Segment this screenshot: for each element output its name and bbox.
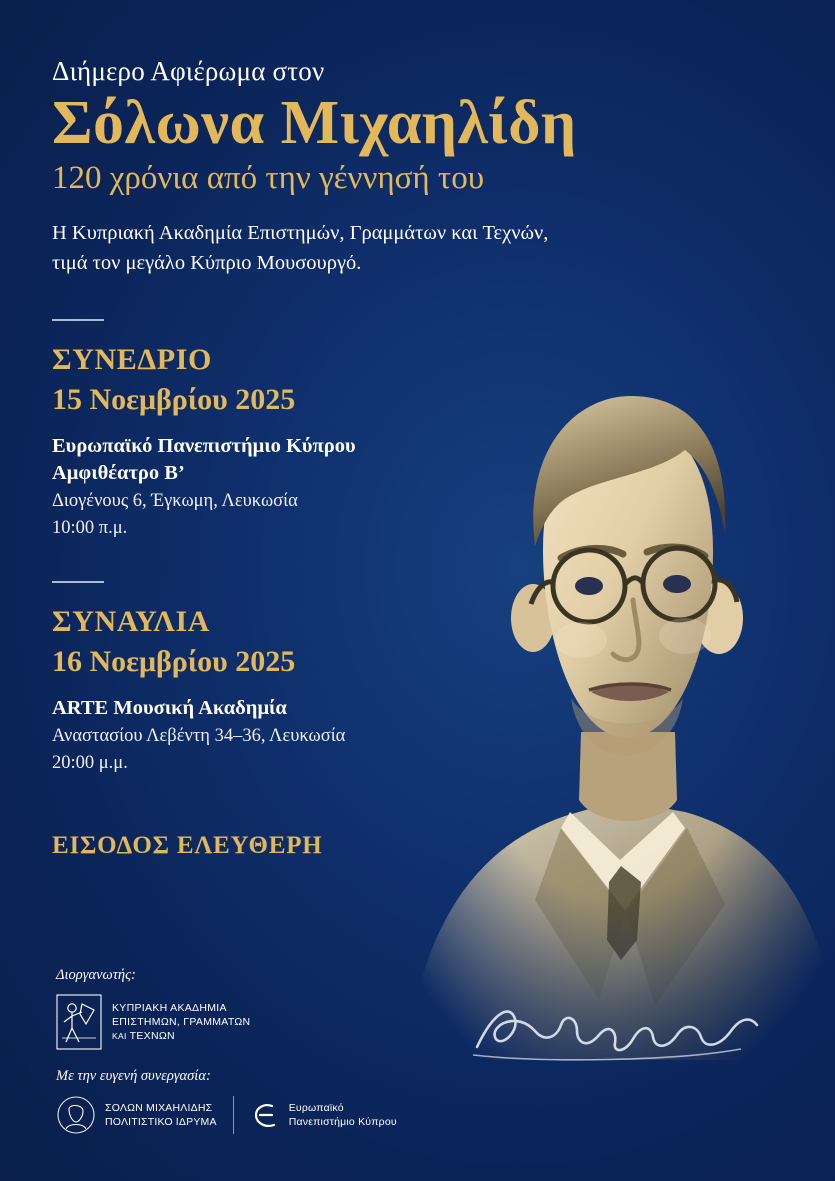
organizer-name-line-1: ΚΥΠΡΙΑΚΗ ΑΚΑΔΗΜΙΑ	[112, 1001, 227, 1014]
organizer-logo-row	[56, 994, 486, 1050]
partner-university-line-1: Ευρωπαϊκό	[288, 1101, 344, 1114]
event-time: 20:00 μ.μ.	[52, 752, 128, 773]
kicker-text: Διήμερο Αφιέρωμα στον	[52, 56, 325, 86]
organizer-name-line-3-main: ΤΕΧΝΩΝ	[129, 1030, 175, 1043]
partner-university-line-2: Πανεπιστήμιο Κύπρου	[288, 1116, 397, 1128]
organizer-name-line-2: ΕΠΙΣΤΗΜΩΝ, ΓΡΑΜΜΑΤΩΝ	[112, 1015, 251, 1028]
university-logo-icon	[250, 1100, 280, 1130]
partner-foundation-line-1: ΣΟΛΩΝ ΜΙΧΑΗΛΙΔΗΣ	[105, 1101, 213, 1114]
event-block-conference	[52, 343, 652, 541]
page-title: Σόλωνα Μιχαηλίδη	[52, 89, 577, 157]
free-entry-badge: ΕΙΣΟΔΟΣ ΕΛΕΥΘΕΡΗ	[52, 831, 323, 859]
divider-rule-1	[52, 319, 104, 321]
collaboration-label: Με την ευγενή συνεργασία:	[56, 1068, 211, 1084]
event-venue-line-1: ARTE Μουσική Ακαδημία	[52, 696, 287, 719]
event-title: ΣΥΝΑΥΛΙΑ	[52, 604, 211, 638]
partner-divider	[233, 1096, 234, 1134]
description-line-2: τιμά τον μεγάλο Κύπριο Μουσουργό.	[52, 251, 362, 274]
partner-foundation-line-2: ΠΟΛΙΤΙΣΤΙΚΟ ΙΔΡΥΜΑ	[105, 1116, 217, 1128]
partner-university	[250, 1100, 397, 1130]
event-address: Διογένους 6, Έγκωμη, Λευκωσία	[52, 490, 298, 511]
signature-mark	[465, 991, 765, 1071]
partner-university-name	[289, 1101, 397, 1129]
event-block-concert	[52, 605, 652, 776]
event-date: 16 Νοεμβρίου 2025	[52, 644, 296, 678]
partner-foundation-name	[105, 1101, 217, 1129]
event-address: Αναστασίου Λεβέντη 34–36, Λευκωσία	[52, 725, 346, 746]
subtitle-text: 120 χρόνια από την γέννησή του	[52, 160, 485, 197]
organizer-label: Διοργανωτής:	[56, 967, 136, 983]
organizer-name-line-3	[112, 1029, 250, 1043]
event-venue-line-2: Αμφιθέατρο Β’	[52, 461, 185, 484]
partner-foundation	[56, 1095, 217, 1135]
academy-emblem-icon	[56, 994, 102, 1050]
footer	[56, 967, 486, 1135]
event-date: 15 Νοεμβρίου 2025	[52, 382, 296, 416]
event-title: ΣΥΝΕΔΡΙΟ	[52, 342, 212, 376]
event-time: 10:00 π.μ.	[52, 517, 128, 538]
description-line-1: Η Κυπριακή Ακαδημία Επιστημών, Γραμμάτων και Τεχνών,	[52, 222, 549, 245]
event-venue-line-1: Ευρωπαϊκό Πανεπιστήμιο Κύπρου	[52, 434, 356, 457]
poster-content	[52, 56, 652, 860]
organizer-name-conjunction: ΚΑΙ	[112, 1031, 127, 1042]
organizer-name	[112, 1001, 250, 1044]
divider-rule-2	[52, 581, 104, 583]
foundation-portrait-icon	[56, 1095, 96, 1135]
partner-logo-row	[56, 1095, 486, 1135]
